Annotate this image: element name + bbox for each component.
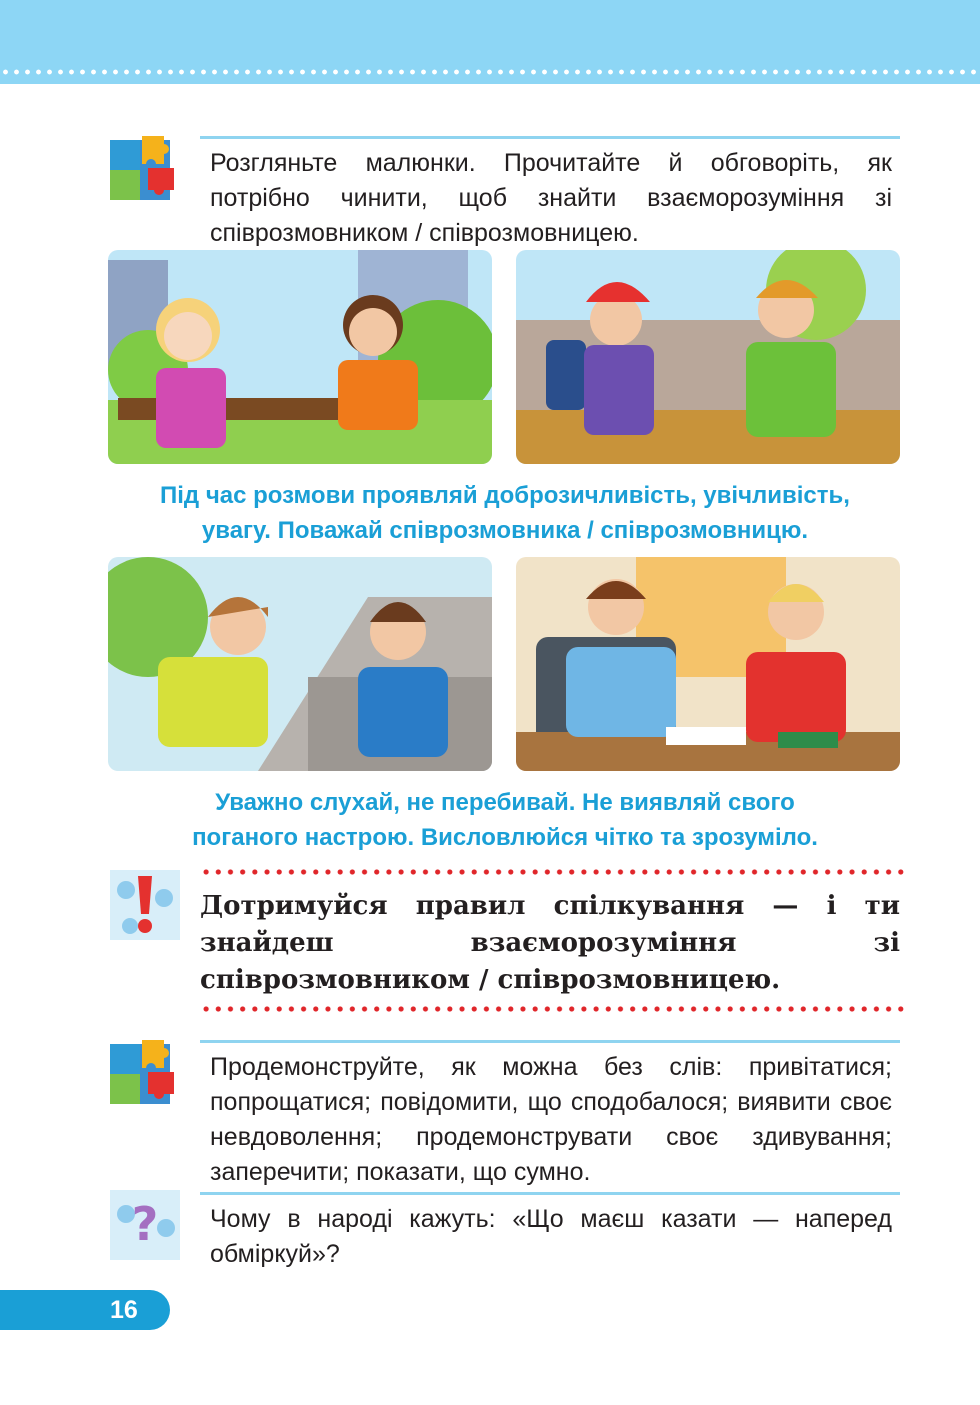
page-number: 16 [110, 1296, 138, 1324]
puzzle-icon [108, 130, 182, 204]
task2-text: Продемонструйте, як можна без слів: привітатися; попрощатися; повідомити, що сподобалося; виявити своє невдоволення; продемонструвати своє здивування; заперечити; показати, що сумно. [210, 1053, 892, 1186]
illustration-greeting [516, 250, 900, 464]
caption-1 [100, 478, 910, 548]
rule-dots-top [200, 868, 906, 876]
caption-1-line-1: Під час розмови проявляй доброзичливість, увічливість, [160, 482, 850, 509]
illustration-argument [108, 557, 492, 771]
question-icon [108, 1188, 182, 1262]
question-text: Чому в народі кажуть: «Що маєш казати — наперед обміркуй»? [210, 1205, 892, 1268]
rule-text: Дотримуйся правил спілкування — і ти знайдеш взаєморозуміння зі співрозмовником / співрозмовницею. [200, 891, 900, 995]
caption-2-line-1: Уважно слухай, не перебивай. Не виявляй свого [215, 789, 795, 816]
task1-text: Розгляньте малюнки. Прочитайте й обговоріть, як потрібно чинити, щоб знайти взаєморозуміння зі співрозмовником / співрозмовницею. [210, 149, 892, 247]
caption-2 [100, 785, 910, 855]
header-dotted-line [0, 68, 980, 76]
puzzle-icon [108, 1034, 182, 1108]
svg-text:?: ? [131, 1197, 159, 1251]
illustration-desk [516, 557, 900, 771]
caption-1-line-2: увагу. Поважай співрозмовника / співрозмовницю. [201, 517, 809, 544]
caption-2-line-2: поганого настрою. Висловлюйся чітко та зрозуміло. [192, 824, 818, 851]
task-rule [200, 136, 900, 139]
exclamation-icon [108, 868, 182, 942]
rule-dots-bottom [200, 1005, 906, 1013]
illustration-bench [108, 250, 492, 464]
task-rule [200, 1040, 900, 1043]
task-rule [200, 1192, 900, 1195]
